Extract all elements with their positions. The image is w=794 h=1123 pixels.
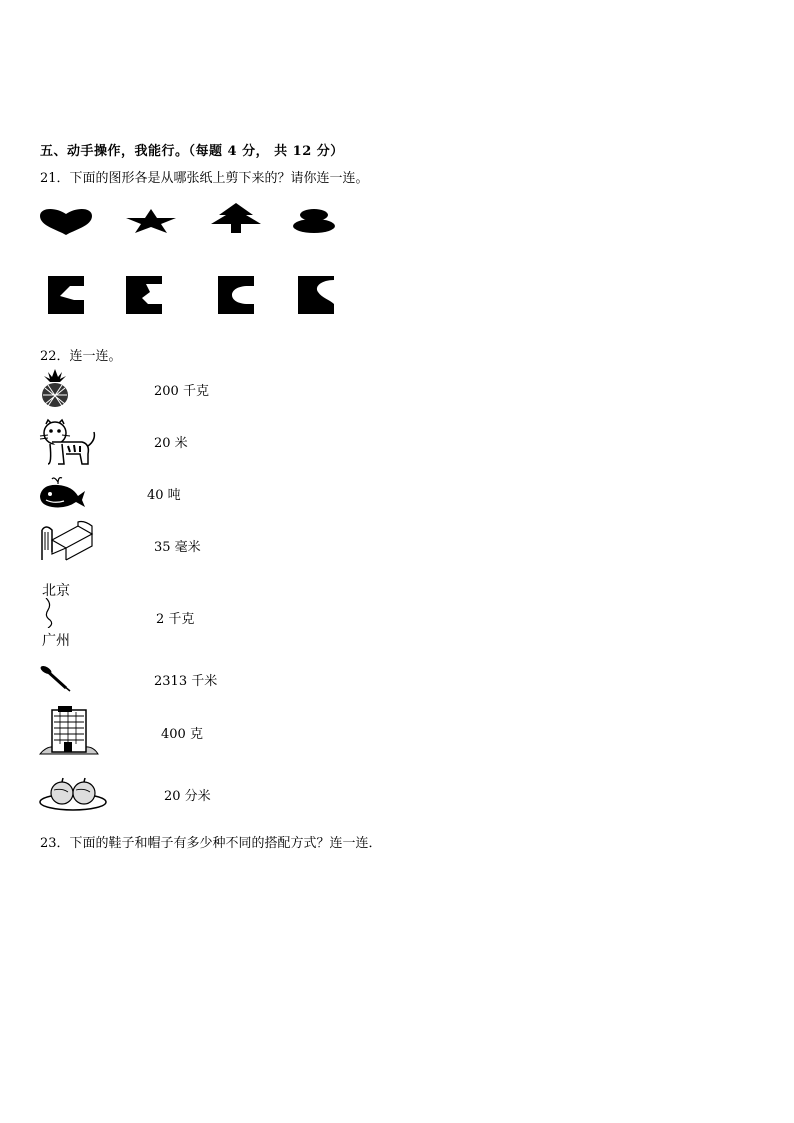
question-23: 23．下面的鞋子和帽子有多少种不同的搭配方式？连一连．: [40, 836, 382, 851]
tiger-icon: [38, 418, 100, 466]
whale-icon: [38, 474, 86, 510]
map-city-guangzhou: 广州: [42, 633, 70, 649]
star-icon: [125, 208, 177, 234]
pineapple-icon: [38, 368, 72, 408]
label-pineapple: 200 千克: [154, 384, 209, 399]
question-22: 22．连一连。: [40, 349, 122, 364]
notched-paper-icon: [126, 276, 162, 314]
label-apples: 20 分米: [164, 789, 211, 804]
heart-icon: [38, 208, 94, 236]
nail-icon: [38, 664, 72, 692]
label-tiger: 20 米: [154, 436, 188, 451]
apples-plate-icon: [38, 776, 108, 812]
notched-paper-icon: [48, 276, 84, 314]
tree-icon: [209, 202, 263, 234]
label-map: 2 千克: [156, 612, 195, 627]
label-whale: 40 吨: [147, 488, 181, 503]
notched-paper-icon: [218, 276, 254, 314]
figure-eight-icon: [292, 208, 336, 234]
map-route-line: [40, 598, 80, 628]
map-city-beijing: 北京: [42, 583, 70, 599]
label-building: 400 克: [161, 727, 203, 742]
section-title: 五、动手操作，我能行。（每题 4 分， 共 12 分）: [40, 144, 344, 159]
label-bed: 35 毫米: [154, 540, 201, 555]
bed-icon: [38, 520, 94, 564]
notched-paper-icon: [298, 276, 334, 314]
building-icon: [38, 704, 100, 756]
question-21: 21．下面的图形各是从哪张纸上剪下来的？请你连一连。: [40, 171, 369, 186]
label-nail: 2313 千米: [154, 674, 218, 689]
